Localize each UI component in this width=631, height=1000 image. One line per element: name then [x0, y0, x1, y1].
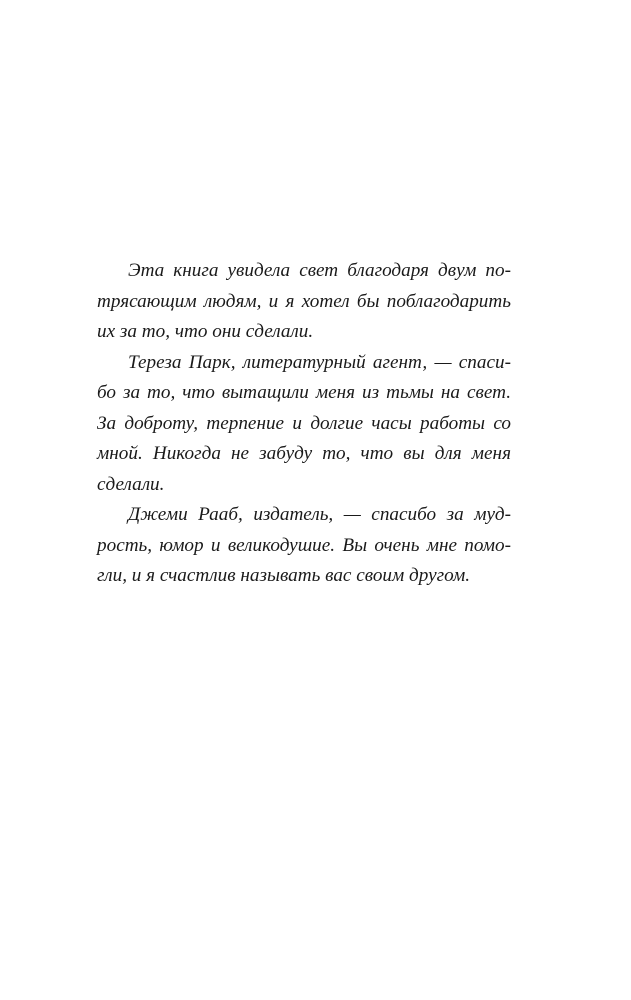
text-line: сделали. [97, 473, 165, 495]
text-line: мной. Никогда не забуду то, что вы для меня [97, 443, 511, 464]
paragraph [97, 256, 511, 348]
text-line: За доброту, терпение и долгие часы работы со [97, 412, 511, 434]
text-line: Джеми Рааб, издатель, — спасибо за муд- [128, 504, 511, 525]
text-line: рость, юмор и великодушие. Вы очень мне помо- [97, 534, 511, 556]
text-line: гли, и я счастлив называть вас своим другом. [97, 565, 471, 586]
text-line: Эта книга увидела свет благодаря двум по- [128, 260, 511, 281]
text-line: их за то, что они сделали. [97, 321, 314, 342]
text-line: трясающим людям, и я хотел бы поблагодарить [97, 290, 511, 312]
paragraph [97, 348, 511, 501]
paragraph [97, 500, 511, 592]
acknowledgements-text [97, 256, 511, 592]
text-line: Тереза Парк, литературный агент, — спаси- [128, 351, 511, 373]
text-line: бо за то, что вытащили меня из тьмы на свет. [97, 382, 511, 403]
